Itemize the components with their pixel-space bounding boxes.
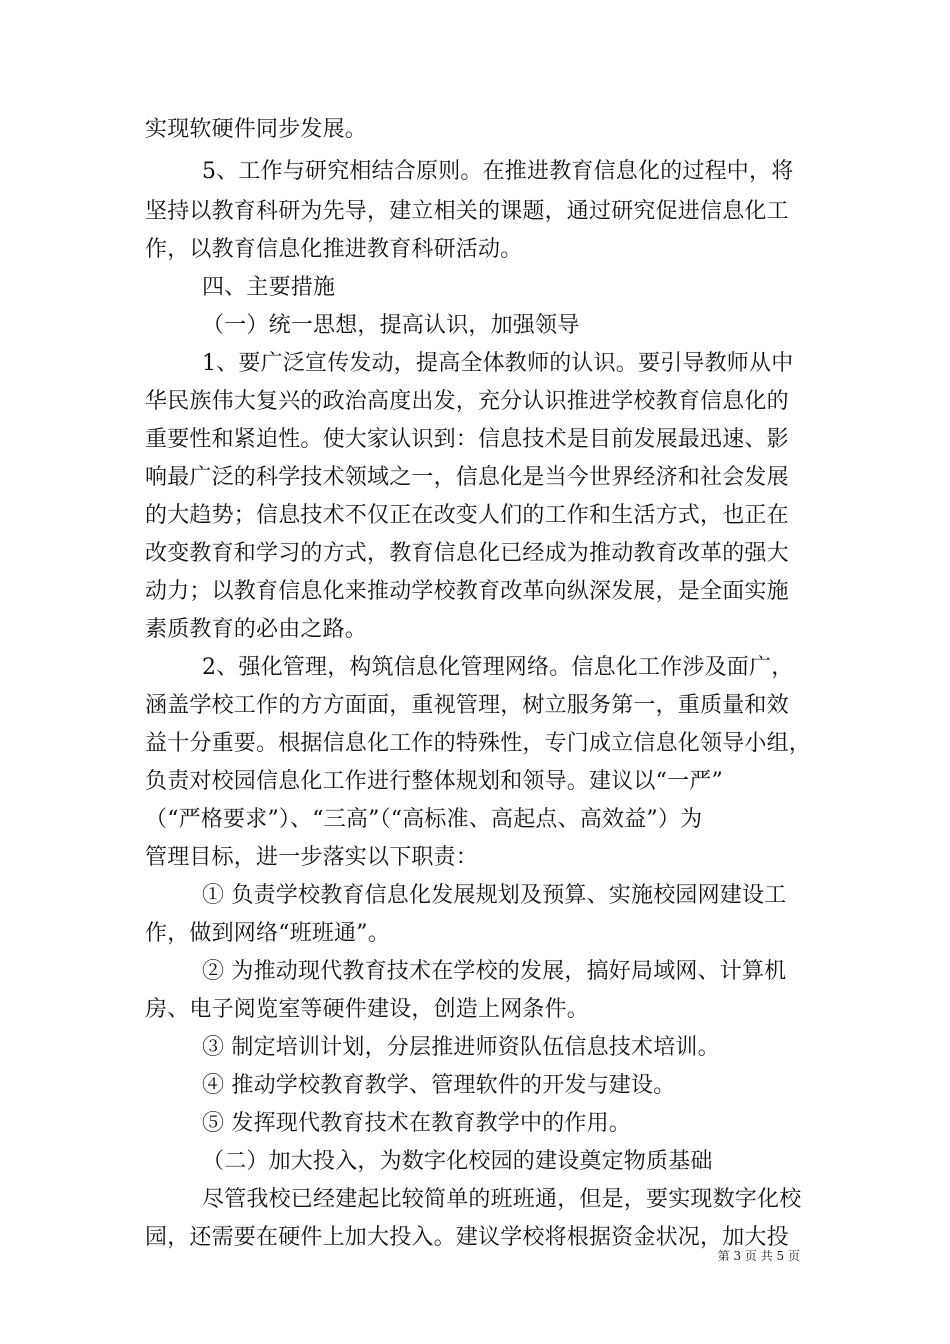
text-line: （“严格要求”）、“三高”（“高标准、高起点、高效益”）为 — [145, 807, 703, 832]
list-item: ① 负责学校教育信息化发展规划及预算、实施校园网建设工 — [202, 883, 787, 908]
text-line: 坚持以教育科研为先导，建立相关的课题，通过研究促进信息化工 — [145, 199, 789, 224]
text-line: 改变教育和学习的方式，教育信息化已经成为推动教育改革的强大 — [145, 541, 789, 566]
text-line: 尽管我校已经建起比较简单的班班通，但是，要实现数字化校 — [202, 1187, 802, 1212]
section-heading: 四、主要措施 — [202, 275, 336, 300]
list-item: ④ 推动学校教育教学、管理软件的开发与建设。 — [202, 1073, 676, 1098]
text-line: 房、电子阅览室等硬件建设，创造上网条件。 — [145, 997, 590, 1022]
text-line: 素质教育的必由之路。 — [145, 617, 368, 642]
text-line: 益十分重要。根据信息化工作的特殊性，专门成立信息化领导小组， — [145, 731, 812, 756]
text-line: 华民族伟大复兴的政治高度出发，充分认识推进学校教育信息化的 — [145, 389, 789, 414]
text-line: 作，以教育信息化推进教育科研活动。 — [145, 237, 523, 262]
list-item: ⑤ 发挥现代教育技术在教育教学中的作用。 — [202, 1111, 631, 1136]
text-line: 5、工作与研究相结合原则。在推进教育信息化的过程中，将 — [202, 159, 794, 184]
list-item: ③ 制定培训计划，分层推进师资队伍信息技术培训。 — [202, 1035, 720, 1060]
subsection-heading: （二）加大投入，为数字化校园的建设奠定物质基础 — [202, 1149, 713, 1174]
subsection-heading: （一）统一思想，提高认识，加强领导 — [202, 313, 580, 338]
text-line: 2、强化管理，构筑信息化管理网络。信息化工作涉及面广， — [202, 655, 794, 680]
text-line: 1、要广泛宣传发动，提高全体教师的认识。要引导教师从中 — [202, 351, 794, 376]
text-line: 作，做到网络“班班通”。 — [145, 921, 390, 946]
text-line: 响最广泛的科学技术领域之一，信息化是当今世界经济和社会发展 — [145, 465, 789, 490]
text-line: 园，还需要在硬件上加大投入。建议学校将根据资金状况，加大投 — [145, 1225, 789, 1250]
text-line: 管理目标，进一步落实以下职责： — [145, 845, 479, 870]
text-line: 负责对校园信息化工作进行整体规划和领导。建议以“一严” — [145, 769, 723, 794]
page-number: 第 3 页 共 5 页 — [717, 1249, 800, 1263]
text-line: 动力；以教育信息化来推动学校教育改革向纵深发展，是全面实施 — [145, 579, 789, 604]
text-line: 的大趋势；信息技术不仅正在改变人们的工作和生活方式，也正在 — [145, 503, 789, 528]
list-item: ② 为推动现代教育技术在学校的发展，搞好局域网、计算机 — [202, 959, 787, 984]
text-line: 重要性和紧迫性。使大家认识到：信息技术是目前发展最迅速、影 — [145, 427, 789, 452]
text-line: 涵盖学校工作的方方面面，重视管理，树立服务第一，重质量和效 — [145, 693, 789, 718]
text-line: 实现软硬件同步发展。 — [145, 117, 368, 142]
